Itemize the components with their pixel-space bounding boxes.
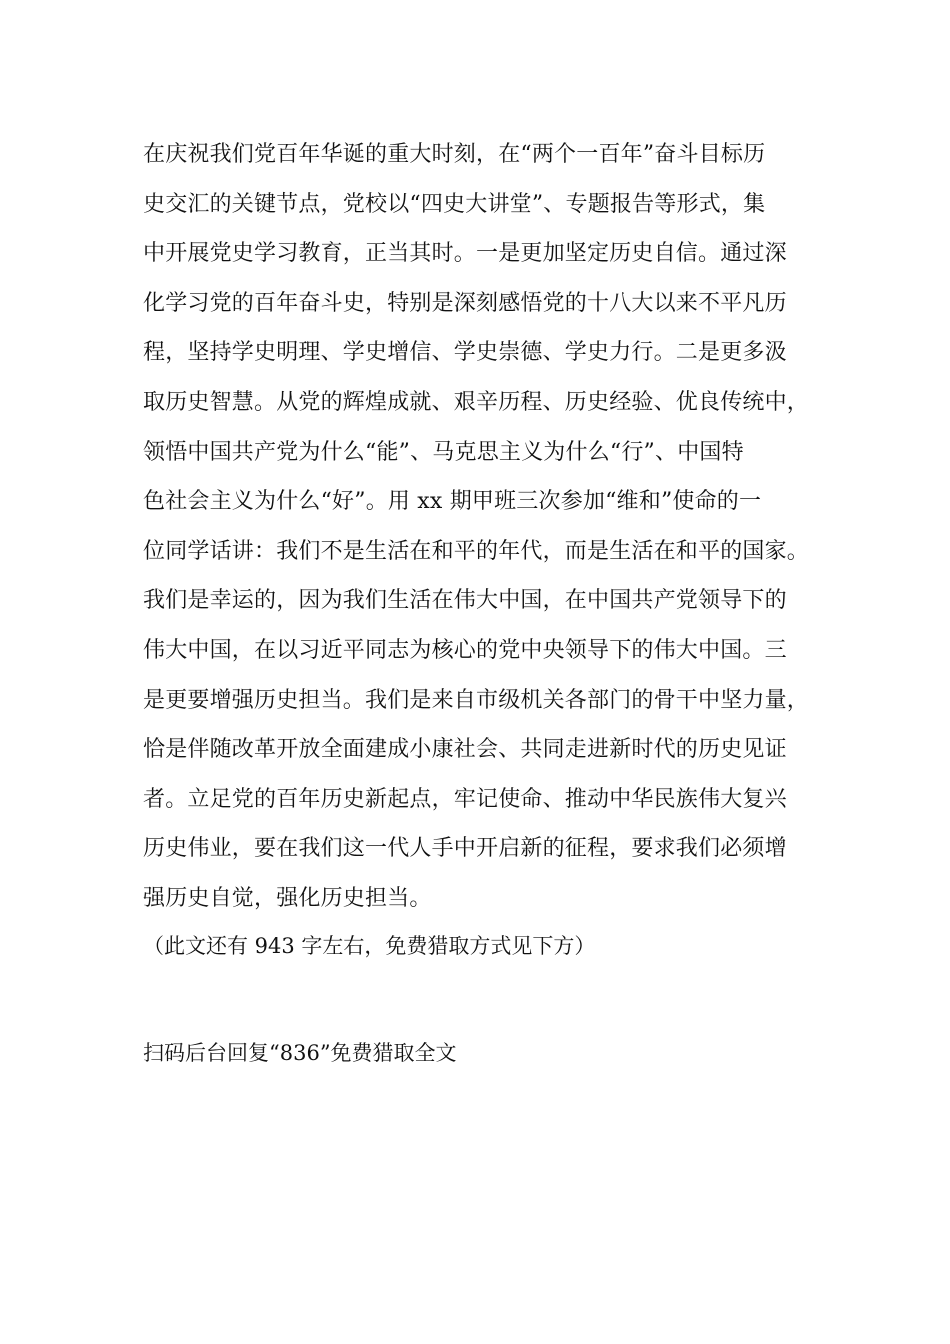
paragraph-line: 化学习党的百年奋斗史，特别是深刻感悟党的十八大以来不平凡历 xyxy=(143,290,787,316)
remaining-length-note: （此文还有 943 字左右，免费猎取方式见下方） xyxy=(143,934,596,958)
paragraph-line: 领悟中国共产党为什么“能”、马克思主义为什么“行”、中国特 xyxy=(143,439,744,465)
paragraph-line: 色社会主义为什么“好”。用 xx 期甲班三次参加“维和”使命的一 xyxy=(143,489,762,515)
paragraph-line: 伟大中国，在以习近平同志为核心的党中央领导下的伟大中国。三 xyxy=(143,637,787,663)
download-instruction: 扫码后台回复“836”免费猎取全文 xyxy=(143,1041,457,1065)
paragraph-line: 位同学话讲：我们不是生活在和平的年代，而是生活在和平的国家。 xyxy=(143,538,810,564)
paragraph-line: 在庆祝我们党百年华诞的重大时刻，在“两个一百年”奋斗目标历 xyxy=(143,142,766,167)
paragraph-line: 史交汇的关键节点，党校以“四史大讲堂”、专题报告等形式，集 xyxy=(143,191,766,217)
paragraph-line: 取历史智慧。从党的辉煌成就、艰辛历程、历史经验、优良传统中， xyxy=(143,389,810,415)
paragraph-line: 中开展党史学习教育，正当其时。一是更加坚定历史自信。通过深 xyxy=(143,241,787,267)
paragraph-line: 者。立足党的百年历史新起点，牢记使命、推动中华民族伟大复兴 xyxy=(143,786,787,812)
paragraph-line: 程，坚持学史明理、学史增信、学史崇德、学史力行。二是更多汲 xyxy=(143,340,787,366)
paragraph-line: 历史伟业，要在我们这一代人手中开启新的征程，要求我们必须增 xyxy=(143,836,787,862)
paragraph-line: 强历史自觉，强化历史担当。 xyxy=(143,885,432,911)
main-paragraph xyxy=(143,130,843,924)
paragraph-line: 是更要增强历史担当。我们是来自市级机关各部门的骨干中坚力量， xyxy=(143,687,810,713)
paragraph-line: 恰是伴随改革开放全面建成小康社会、共同走进新时代的历史见证 xyxy=(143,737,787,763)
paragraph-line: 我们是幸运的，因为我们生活在伟大中国，在中国共产党领导下的 xyxy=(143,588,787,614)
